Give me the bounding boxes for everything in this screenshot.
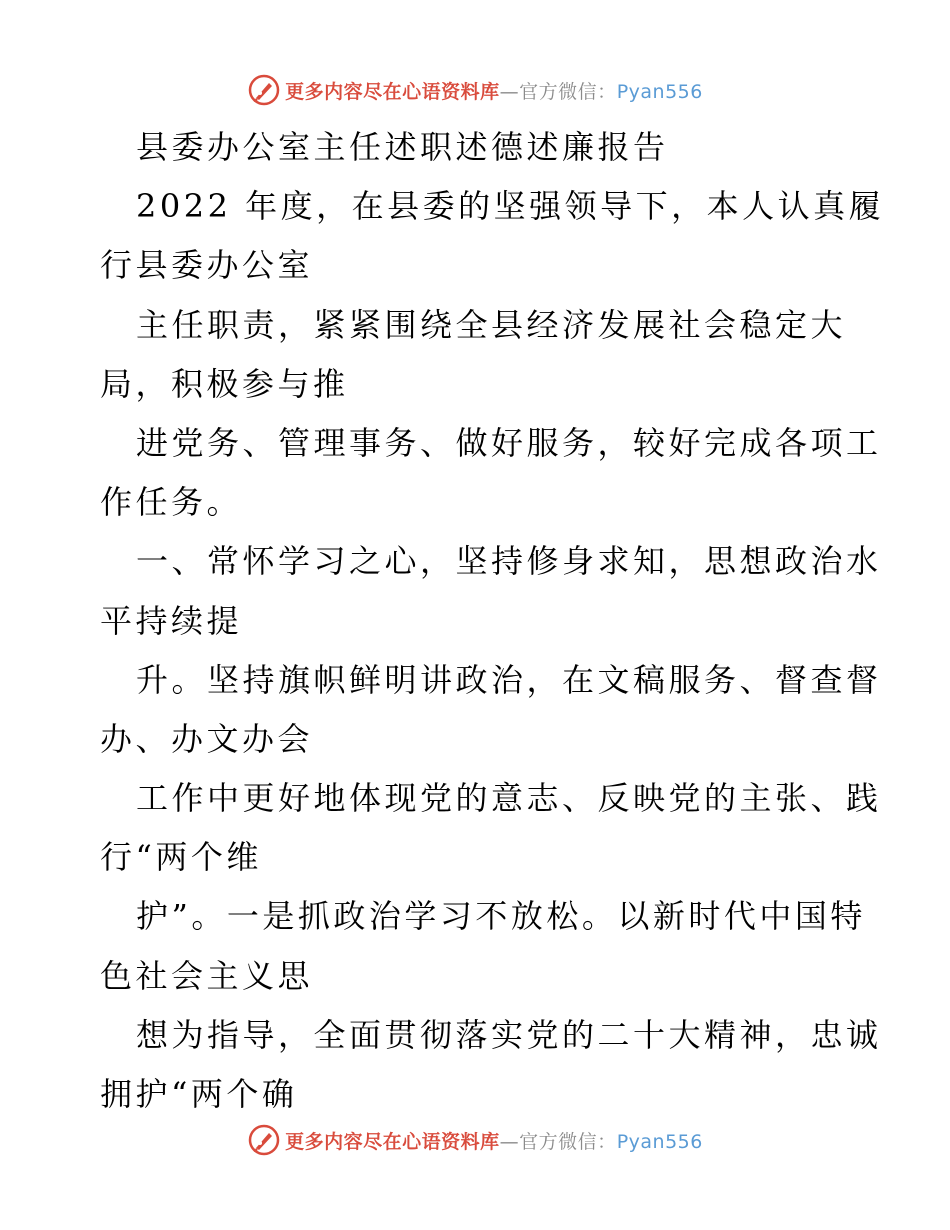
watermark-separator: —官方微信： <box>499 1130 617 1153</box>
document-line: 拥护“两个确 <box>100 1075 298 1113</box>
document-line: 护”。一是抓政治学习不放松。以新时代中国特 <box>136 897 866 936</box>
document-line: 行“两个维 <box>100 838 262 877</box>
document-line: 办、办文办会 <box>100 719 314 758</box>
document-line: 升。坚持旗帜鲜明讲政治，在文稿服务、督查督 <box>136 660 882 699</box>
document-line: 色社会主义思 <box>100 956 314 995</box>
watermark-separator: —官方微信： <box>499 80 617 103</box>
watermark-text <box>285 1127 703 1154</box>
header-watermark <box>0 70 950 110</box>
document-line: 2022 年度，在县委的坚强领导下，本人认真履 <box>136 187 885 226</box>
document-line: 行县委办公室 <box>100 246 314 285</box>
pen-logo-icon <box>247 73 281 107</box>
footer-watermark <box>0 1120 950 1160</box>
watermark-main: 更多内容尽在心语资料库 <box>285 1130 500 1153</box>
document-line: 局，积极参与推 <box>100 364 349 403</box>
document-line: 工作中更好地体现党的意志、反映党的主张、践 <box>136 779 882 818</box>
watermark-text <box>285 77 703 104</box>
pen-logo-icon <box>247 1123 281 1157</box>
document-line: 作任务。 <box>100 483 243 522</box>
document-line: 一、常怀学习之心，坚持修身求知，思想政治水 <box>136 542 882 581</box>
watermark-id: Pyan556 <box>616 1130 703 1153</box>
document-line: 进党务、管理事务、做好服务，较好完成各项工 <box>136 423 882 462</box>
document-line: 平持续提 <box>100 601 243 640</box>
document-body <box>100 118 885 1124</box>
watermark-main: 更多内容尽在心语资料库 <box>285 80 500 103</box>
document-line: 县委办公室主任述职述德述廉报告 <box>136 128 669 166</box>
document-line: 想为指导，全面贯彻落实党的二十大精神，忠诚 <box>136 1015 882 1054</box>
watermark-id: Pyan556 <box>616 80 703 103</box>
document-line: 主任职责，紧紧围绕全县经济发展社会稳定大 <box>136 305 847 344</box>
